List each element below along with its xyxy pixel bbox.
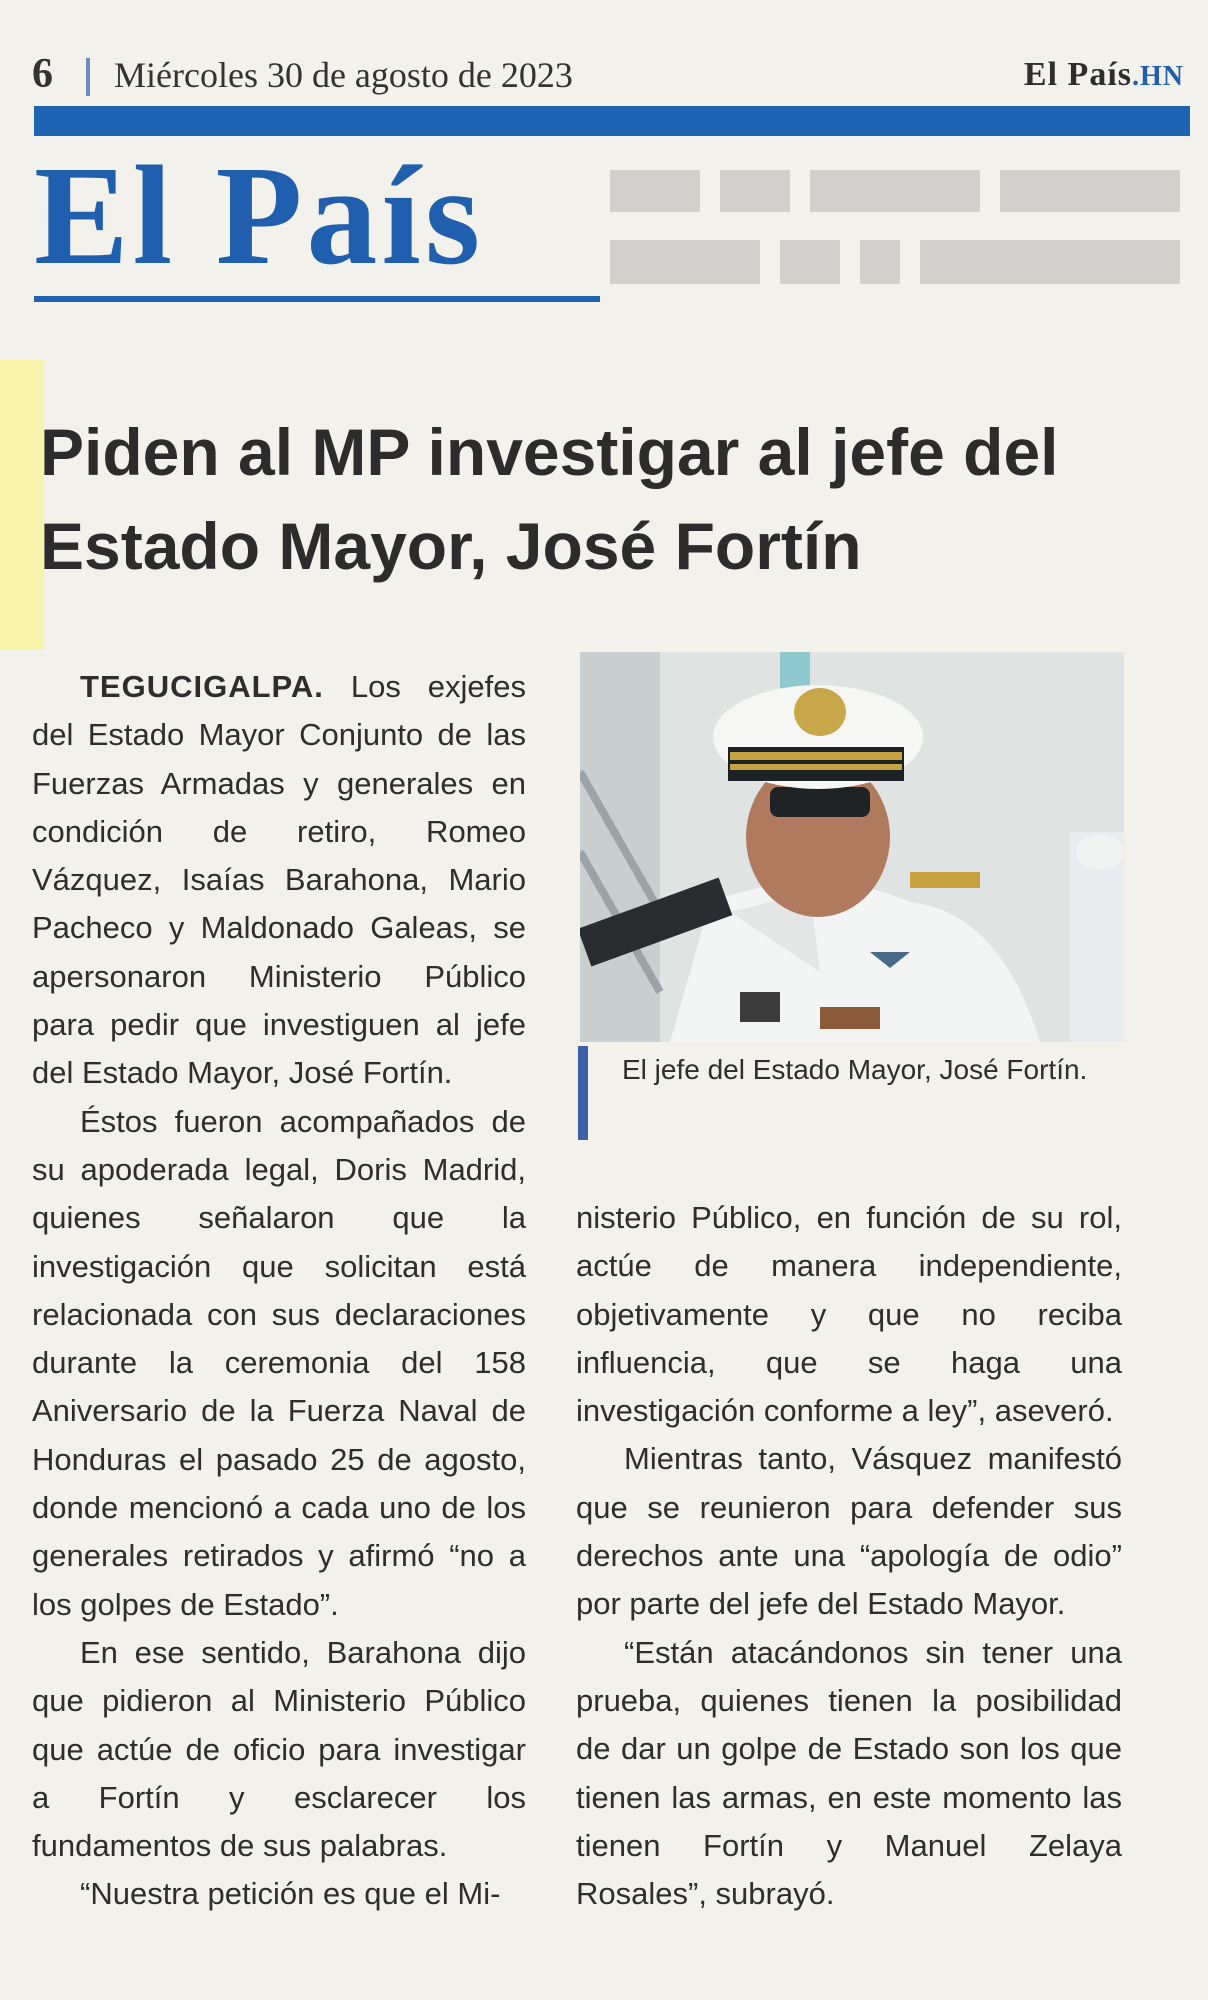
paragraph-text: Los exjefes del Estado Mayor Conjunto de las Fuerzas Armadas y generales en condición de retiro, Romeo Vázquez, Isaías Barahona, Mario Pacheco y Maldonado Galeas, se apersonaron Ministerio Público para pedir que investiguen al jefe del Estado Mayor, José Fortín.: [32, 669, 526, 1091]
brand-logo-small: [1024, 56, 1184, 94]
article-column-right: [576, 1194, 1122, 1918]
brand-name: El País: [1023, 56, 1132, 93]
header-divider: [86, 58, 90, 96]
masthead-underline: [34, 296, 600, 302]
article-paragraph: [32, 663, 526, 1098]
masthead-title: El País: [34, 136, 485, 294]
page-number: 6: [32, 51, 53, 97]
highlighter-mark: [0, 360, 44, 650]
page-header: [32, 44, 1192, 104]
photo-caption: El jefe del Estado Mayor, José Fortín.: [622, 1054, 1088, 1085]
section-masthead: [34, 136, 604, 300]
issue-date: Miércoles 30 de agosto de 2023: [114, 55, 573, 95]
bleed-through-texture: [600, 150, 1190, 330]
caption-accent-bar: [578, 1046, 588, 1140]
header-blue-bar: [34, 106, 1190, 136]
brand-domain: .HN: [1132, 61, 1184, 92]
article-paragraph: “Están atacándonos sin tener una prueba, quienes tienen la posibilidad de dar un golpe de Estado son los que tienen las armas, en este momento las tienen Fortín y Manuel Zelaya Rosales”, subrayó.: [576, 1634, 1122, 1912]
article-dateline: TEGUCIGALPA.: [80, 669, 324, 704]
article-paragraph: nisterio Público, en función de su rol, actúe de manera independiente, objetivamente y que no reciba influencia, que se haga una investigación conforme a ley”, aseveró.: [576, 1200, 1122, 1429]
article-paragraph: “Nuestra petición es que el Mi-: [80, 1876, 501, 1912]
article-paragraph: Éstos fueron acompañados de su apoderada legal, Doris Madrid, quienes señalaron que la investigación que solicitan está relacionada con sus declaraciones durante la ceremonia del 158 Aniversario de la Fuerza Naval de Honduras el pasado 25 de agosto, donde mencionó a cada uno de los generales retirados y afirmó “no a los golpes de Estado”.: [32, 1103, 526, 1622]
article-paragraph: Mientras tanto, Vásquez manifestó que se reunieron para defender sus derechos ante una “apología de odio” por parte del jefe del Estado Mayor.: [576, 1441, 1122, 1622]
article-column-left: [32, 663, 526, 1919]
article-photo: [580, 652, 1124, 1042]
article-headline: Piden al MP investigar al jefe del Estado Mayor, José Fortín: [40, 415, 1059, 583]
article-paragraph: En ese sentido, Barahona dijo que pidieron al Ministerio Público que actúe de oficio para investigar a Fortín y esclarecer los fundamentos de sus palabras.: [32, 1634, 526, 1864]
